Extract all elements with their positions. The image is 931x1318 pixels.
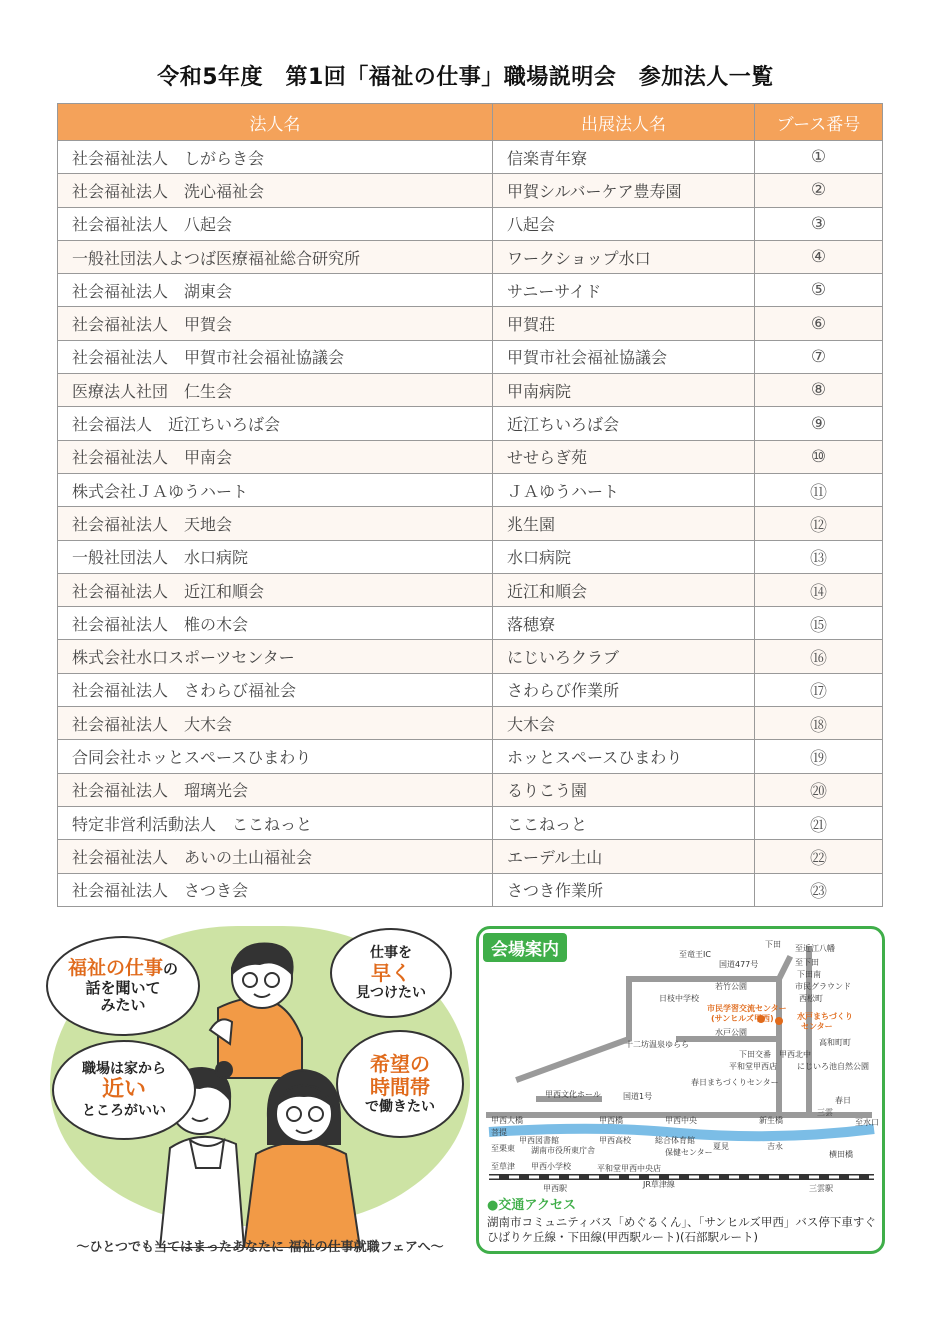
- bubble1-highlight: 福祉の仕事: [67, 956, 163, 979]
- bubble1-text3: みたい: [100, 995, 146, 1014]
- map-label-kosei-kita: 甲西北中: [779, 1050, 811, 1059]
- speech-bubble-hours: [336, 1030, 464, 1138]
- map-label-to-shimoda: 至下田: [795, 958, 819, 967]
- cell-exhibitor: ホッとスペースひまわり: [493, 740, 755, 773]
- map-label-bodai: 菩提: [491, 1128, 507, 1137]
- access-line2: ひばりケ丘線・下田線(甲西駅ルート)(石部駅ルート): [487, 1230, 758, 1245]
- table-row: [58, 840, 883, 873]
- cell-exhibitor: 大木会: [493, 707, 755, 740]
- cell-exhibitor: さつき作業所: [493, 873, 755, 906]
- cell-org: 特定非営利活動法人 ここねっと: [58, 806, 493, 839]
- map-label-kosei-bashi: 甲西橋: [599, 1116, 623, 1125]
- map-label-high: 甲西高校: [599, 1136, 631, 1145]
- cell-exhibitor: ここねっと: [493, 806, 755, 839]
- illustration-caption: 〜ひとつでも当てはまったあなたに 福祉の仕事就職フェアへ〜: [76, 1240, 444, 1255]
- cell-org: 社会福祉法人 さわらび福祉会: [58, 673, 493, 706]
- cell-booth: ⑯: [755, 640, 883, 673]
- header-booth: ブース番号: [755, 104, 883, 141]
- map-label-jr: JR草津線: [643, 1180, 675, 1189]
- map-label-route1: 国道1号: [623, 1092, 653, 1101]
- map-label-station: 甲西駅: [543, 1184, 567, 1193]
- cell-booth: ⑩: [755, 440, 883, 473]
- table-row: [58, 307, 883, 340]
- map-label-kasugadai: 春日まちづくりセンター: [691, 1078, 779, 1087]
- cell-exhibitor: サニーサイド: [493, 274, 755, 307]
- speech-bubble-fast: [330, 928, 452, 1018]
- table-header-row: [58, 104, 883, 141]
- cell-exhibitor: ワークショップ水口: [493, 240, 755, 273]
- header-exhibitor: 出展法人名: [493, 104, 755, 141]
- cell-exhibitor: にじいろクラブ: [493, 640, 755, 673]
- cell-exhibitor: 甲賀市社会福祉協議会: [493, 340, 755, 373]
- cell-exhibitor: 落穂寮: [493, 607, 755, 640]
- map-label-hoken: 保健センター: [665, 1148, 713, 1157]
- cell-org: 社会福祉法人 湖東会: [58, 274, 493, 307]
- cell-org: 社会福祉法人 近江和順会: [58, 573, 493, 606]
- mizuto-marker-icon: [775, 1017, 783, 1025]
- cell-booth: ⑭: [755, 573, 883, 606]
- map-label-heiwado: 平和堂甲西店: [729, 1062, 777, 1071]
- bubble1-text2: 話を聞いて: [85, 978, 161, 997]
- access-heading: ●交通アクセス: [487, 1198, 576, 1213]
- illustration-panel: [40, 918, 470, 1248]
- cell-booth: ②: [755, 174, 883, 207]
- table-row: [58, 240, 883, 273]
- table-row: [58, 274, 883, 307]
- map-label-ic: 至竜王IC: [679, 950, 711, 959]
- cell-org: 社会福祉法人 甲賀会: [58, 307, 493, 340]
- map-label-bunka: 甲西文化ホール: [545, 1090, 601, 1099]
- cell-org: 社会福祉法人 しがらき会: [58, 141, 493, 174]
- participants-table: [57, 103, 883, 907]
- map-label-nishimatsu: 西松町: [799, 994, 823, 1003]
- table-row: [58, 407, 883, 440]
- table-row: [58, 174, 883, 207]
- table-row: [58, 806, 883, 839]
- cell-booth: ⑬: [755, 540, 883, 573]
- cell-booth: ㉒: [755, 840, 883, 873]
- bubble2-text2: 見つけたい: [356, 984, 426, 1001]
- cell-org: 社会福祉法人 さつき会: [58, 873, 493, 906]
- cell-booth: ④: [755, 240, 883, 273]
- cell-exhibitor: エーデル土山: [493, 840, 755, 873]
- table-row: [58, 707, 883, 740]
- map-label-shimoda: 下田: [765, 940, 781, 949]
- map-label-ground: 市民グラウンド: [795, 982, 851, 991]
- map-label-koban: 下田交番: [739, 1050, 771, 1059]
- map-label-city-east: 湖南市役所東庁舎: [531, 1146, 595, 1155]
- cell-org: 社会福祉法人 天地会: [58, 507, 493, 540]
- cell-exhibitor: せせらぎ苑: [493, 440, 755, 473]
- map-label-heiwado-chuo: 平和堂甲西中央店: [597, 1164, 661, 1173]
- map-label-school: 日枝中学校: [659, 994, 699, 1003]
- table-row: [58, 374, 883, 407]
- bubble2-text1: 仕事を: [370, 945, 412, 962]
- cell-exhibitor: 八起会: [493, 207, 755, 240]
- cell-org: 一般社団法人 水口病院: [58, 540, 493, 573]
- map-label-route477: 国道477号: [719, 960, 759, 969]
- cell-exhibitor: 甲南病院: [493, 374, 755, 407]
- bubble3-text1: 職場は家から: [82, 1061, 166, 1078]
- cell-exhibitor: 兆生園: [493, 507, 755, 540]
- header-org: 法人名: [58, 104, 493, 141]
- cell-booth: ⑱: [755, 707, 883, 740]
- page-title: 令和5年度 第1回「福祉の仕事」職場説明会 参加法人一覧: [157, 65, 774, 90]
- cell-booth: ⑦: [755, 340, 883, 373]
- map-label-yokota: 横田橋: [829, 1150, 853, 1159]
- map-title: 会場案内: [483, 933, 567, 962]
- map-label-mikumo: 三雲: [817, 1108, 833, 1117]
- map-label-mizuto: 水戸まちづくり: [797, 1012, 853, 1021]
- cell-booth: ⑰: [755, 673, 883, 706]
- table-row: [58, 440, 883, 473]
- map-label-natsumi: 夏見: [713, 1142, 729, 1151]
- table-row: [58, 540, 883, 573]
- venue-map-panel: [476, 926, 885, 1254]
- cell-exhibitor: 近江和順会: [493, 573, 755, 606]
- cell-org: 社会福祉法人 瑠璃光会: [58, 773, 493, 806]
- table-row: [58, 573, 883, 606]
- cell-booth: ⑮: [755, 607, 883, 640]
- cell-org: 株式会社水口スポーツセンター: [58, 640, 493, 673]
- access-line1: 湖南市コミュニティバス「めぐるくん」、「サンヒルズ甲西」バス停下車すぐ: [487, 1214, 876, 1229]
- cell-exhibitor: るりこう園: [493, 773, 755, 806]
- cell-org: 医療法人社団 仁生会: [58, 374, 493, 407]
- map-label-venue-sub: (サンヒルズ甲西): [711, 1014, 774, 1023]
- map-label-onsen: 十二坊温泉ゆらら: [625, 1040, 689, 1049]
- table-row: [58, 873, 883, 906]
- table-row: [58, 340, 883, 373]
- cell-org: 社会福祉法人 椎の木会: [58, 607, 493, 640]
- speech-bubble-near: [52, 1040, 196, 1140]
- bubble4-highlight2: 時間帯: [370, 1074, 430, 1099]
- cell-org: 一般社団法人よつば医療福祉総合研究所: [58, 240, 493, 273]
- map-label-gym: 総合体育館: [655, 1136, 695, 1145]
- bubble3-highlight: 近い: [101, 1077, 146, 1103]
- bubble1-text1: の: [163, 959, 179, 978]
- cell-org: 社会福法人 近江ちいろば会: [58, 407, 493, 440]
- bubble4-text1: で働きたい: [365, 1098, 435, 1115]
- map-label-nijiiro: にじいろ池自然公園: [797, 1062, 869, 1071]
- cell-org: 社会福祉法人 八起会: [58, 207, 493, 240]
- map-label-kosei-chuo: 甲西中央: [665, 1116, 697, 1125]
- map-label-mizuto2: センター: [801, 1022, 833, 1031]
- cell-booth: ⑥: [755, 307, 883, 340]
- cell-booth: ⑧: [755, 374, 883, 407]
- bubble4-highlight1: 希望の: [370, 1051, 430, 1076]
- cell-booth: ⑳: [755, 773, 883, 806]
- map-label-mizuto-park: 水戸公園: [715, 1028, 747, 1037]
- cell-booth: ㉑: [755, 806, 883, 839]
- cell-org: 株式会社ＪＡゆうハート: [58, 473, 493, 506]
- table-row: [58, 207, 883, 240]
- map-label-venue: 市民学習交流センター: [707, 1004, 787, 1013]
- cell-booth: ㉓: [755, 873, 883, 906]
- table-row: [58, 141, 883, 174]
- map-label-to-shigaraki: 至近江八幡: [795, 944, 835, 953]
- map-label-mikumo-station: 三雲駅: [809, 1184, 833, 1193]
- cell-booth: ⑨: [755, 407, 883, 440]
- table-row: [58, 507, 883, 540]
- cell-exhibitor: 信楽青年寮: [493, 141, 755, 174]
- cell-exhibitor: 近江ちいろば会: [493, 407, 755, 440]
- table-row: [58, 673, 883, 706]
- cell-booth: ①: [755, 141, 883, 174]
- cell-exhibitor: 甲賀荘: [493, 307, 755, 340]
- cell-exhibitor: ＪＡゆうハート: [493, 473, 755, 506]
- cell-booth: ⑤: [755, 274, 883, 307]
- cell-org: 社会福祉法人 洗心福祉会: [58, 174, 493, 207]
- speech-bubble-talk: [46, 936, 200, 1036]
- table-row: [58, 640, 883, 673]
- map-label-to-kusatsu: 至草津: [491, 1162, 515, 1171]
- map-label-ohashi: 甲西大橋: [491, 1116, 523, 1125]
- cell-booth: ③: [755, 207, 883, 240]
- map-label-yoshinaga: 吉永: [767, 1142, 783, 1151]
- map-label-shinsei: 新生橋: [759, 1116, 783, 1125]
- access-info: [487, 1197, 877, 1246]
- cell-org: 社会福祉法人 甲南会: [58, 440, 493, 473]
- table-row: [58, 607, 883, 640]
- table-row: [58, 473, 883, 506]
- cell-org: 社会福祉法人 あいの土山福祉会: [58, 840, 493, 873]
- map-label-harisaki: 春日: [835, 1096, 851, 1105]
- bubble3-text2: ところがいい: [82, 1102, 166, 1119]
- map-label-kouwa: 高和町町: [819, 1038, 851, 1047]
- cell-booth: ⑲: [755, 740, 883, 773]
- map-label-elem: 甲西小学校: [531, 1162, 571, 1171]
- cell-booth: ⑫: [755, 507, 883, 540]
- table-row: [58, 740, 883, 773]
- map-label-library: 甲西図書館: [519, 1136, 559, 1145]
- cell-exhibitor: 甲賀シルバーケア豊寿園: [493, 174, 755, 207]
- cell-org: 社会福祉法人 甲賀市社会福祉協議会: [58, 340, 493, 373]
- cell-booth: ⑪: [755, 473, 883, 506]
- bubble2-highlight: 早く: [371, 960, 411, 985]
- table-row: [58, 773, 883, 806]
- cell-org: 社会福祉法人 大木会: [58, 707, 493, 740]
- map-label-to-mizuguchi: 至水口: [855, 1118, 879, 1127]
- map-label-shimoda-minami: 下田南: [797, 970, 821, 979]
- map-label-kuritou: 至栗東: [491, 1144, 515, 1153]
- cell-exhibitor: さわらび作業所: [493, 673, 755, 706]
- cell-org: 合同会社ホッとスペースひまわり: [58, 740, 493, 773]
- map-label-park: 若竹公園: [715, 982, 747, 991]
- cell-exhibitor: 水口病院: [493, 540, 755, 573]
